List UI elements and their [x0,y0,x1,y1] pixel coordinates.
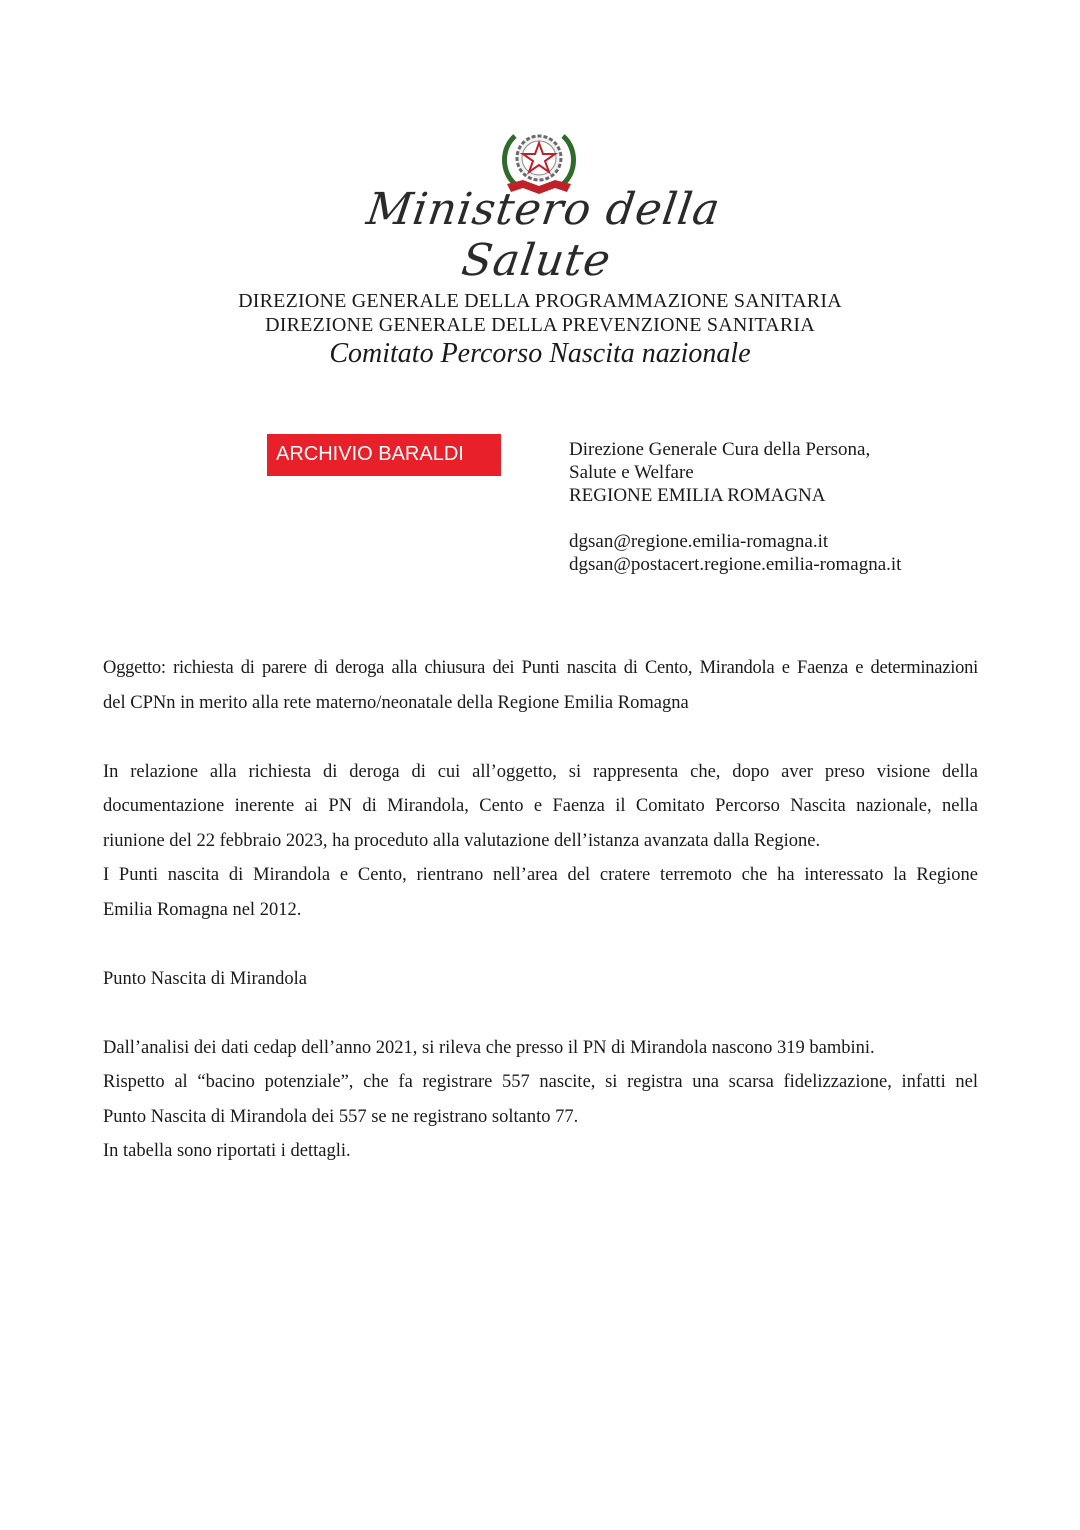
committee-title: Comitato Percorso Nascita nazionale [329,338,751,369]
ministry-logo-text: Ministero della Salute [363,184,724,286]
recipient-email: dgsan@postacert.regione.emilia-romagna.it [569,554,902,575]
paragraph-line: documentazione inerente ai PN di Mirandola, Cento e Faenza il Comitato Percorso Nascita nazionale, nella [103,796,978,816]
paragraph-line: In tabella sono riportati i dettagli. [103,1141,351,1161]
paragraph-line: riunione del 22 febbraio 2023, ha proceduto alla valutazione dell’istanza avanzata dalla Regione. [103,831,821,851]
recipient-line: Direzione Generale Cura della Persona, [569,439,871,460]
recipient-email: dgsan@regione.emilia-romagna.it [569,531,829,552]
recipient-line: Salute e Welfare [569,462,694,483]
subject-line: del CPNn in merito alla rete materno/neonatale della Regione Emilia Romagna [103,693,689,713]
paragraph-line: Dall’analisi dei dati cedap dell’anno 2021, si rileva che presso il PN di Mirandola nascono 319 bambini. [103,1038,875,1058]
direction-title-2: DIREZIONE GENERALE DELLA PREVENZIONE SANITARIA [265,314,815,336]
paragraph-line: In relazione alla richiesta di deroga di cui all’oggetto, si rappresenta che, dopo aver preso visione della [103,762,978,782]
paragraph-line: Punto Nascita di Mirandola dei 557 se ne registrano soltanto 77. [103,1107,579,1127]
recipient-line: REGIONE EMILIA ROMAGNA [569,485,826,506]
paragraph-line: I Punti nascita di Mirandola e Cento, rientrano nell’area del cratere terremoto che ha interessato la Regione [103,865,978,885]
archive-stamp: ARCHIVIO BARALDI [267,434,501,476]
paragraph-line: Emilia Romagna nel 2012. [103,900,302,920]
subject-line: Oggetto: richiesta di parere di deroga alla chiusura dei Punti nascita di Cento, Mirandola e Faenza e determinazioni [103,658,978,678]
paragraph-line: Rispetto al “bacino potenziale”, che fa registrare 557 nascite, si registra una scarsa fidelizzazione, infatti nel [103,1072,978,1092]
direction-title-1: DIREZIONE GENERALE DELLA PROGRAMMAZIONE SANITARIA [238,290,842,312]
section-title: Punto Nascita di Mirandola [103,969,307,989]
